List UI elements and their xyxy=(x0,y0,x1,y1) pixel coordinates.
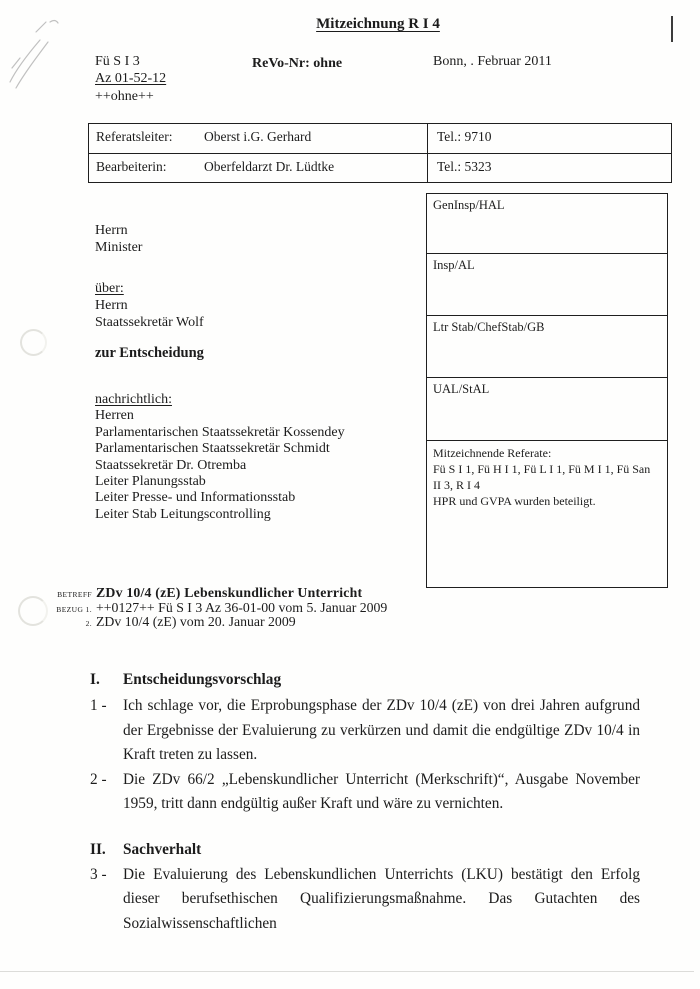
recipient-block xyxy=(95,222,204,362)
corner-mark xyxy=(671,16,673,42)
section-heading-2 xyxy=(90,838,640,862)
section-numeral: II. xyxy=(90,840,106,858)
paragraph-number: 1 - xyxy=(90,697,107,714)
paragraph-number: 2 - xyxy=(90,770,107,788)
cc-item: Parlamentarischen Staatssekretär Schmidt xyxy=(95,441,330,457)
header-place-date: Bonn, . Februar 2011 xyxy=(433,54,552,69)
purpose-line: zur Entscheidung xyxy=(95,345,204,361)
routing-cell-referate xyxy=(427,441,667,587)
cc-item: Staatssekretär Dr. Otremba xyxy=(95,457,247,473)
section-title: Sachverhalt xyxy=(123,840,202,858)
reference-text: ZDv 10/4 (zE) vom 20. Januar 2009 xyxy=(96,614,296,629)
table-row xyxy=(89,124,671,153)
section-title: Entscheidungsvorschlag xyxy=(123,671,282,688)
subject-text: ZDv 10/4 (zE) Lebenskundlicher Unterricht xyxy=(96,585,363,600)
betreff-label: BETREFF xyxy=(57,590,92,599)
contact-name: Oberfeldarzt Dr. Lüdtke xyxy=(204,159,335,174)
body-paragraph-3 xyxy=(90,863,640,937)
via-line: Herrn xyxy=(95,298,128,313)
pencil-mark xyxy=(6,10,66,95)
contact-tel: Tel.: 5323 xyxy=(437,159,492,174)
subject-block xyxy=(55,585,387,629)
document-body xyxy=(90,668,640,936)
spacer xyxy=(95,256,204,280)
cc-item: Leiter Presse- und Informationsstab xyxy=(95,490,296,506)
section-heading-1 xyxy=(90,668,640,692)
spacer xyxy=(95,331,204,345)
cc-item: Parlamentarischen Staatssekretär Kossendey xyxy=(95,424,345,440)
hole-punch-top xyxy=(20,329,47,356)
routing-cell-ltrstab: Ltr Stab/ChefStab/GB xyxy=(427,316,667,378)
via-line: Staatssekretär Wolf xyxy=(95,315,204,330)
routing-sign-off-box xyxy=(426,193,668,588)
recipient-line: Minister xyxy=(95,240,143,255)
reference-row xyxy=(55,614,387,629)
referate-list: Fü S I 1, Fü H I 1, Fü L I 1, Fü M I 1, Fü San II 3, R I 4 xyxy=(433,462,651,492)
paragraph-text: Die Evaluierung des Lebenskundlichen Unterrichts (LKU) bestätigt den Erfolg dieser berufsethischen Qualifizierungsmaßnahme. Das Gutachten des Sozialwissenschaftlichen xyxy=(123,865,640,932)
via-label: über: xyxy=(95,281,124,296)
body-paragraph-1 xyxy=(90,694,640,768)
paragraph-number: 3 - xyxy=(90,865,107,883)
document-title: Mitzeichnung R I 4 xyxy=(316,16,440,32)
body-paragraph-2 xyxy=(90,768,640,817)
recipient-line: Herrn xyxy=(95,223,128,238)
header-unit: Fü S I 3 xyxy=(95,54,140,69)
scan-edge-line xyxy=(0,971,694,972)
routing-cell-ual: UAL/StAL xyxy=(427,378,667,441)
bezug1-label: BEZUG 1. xyxy=(56,604,92,614)
header-classification: ++ohne++ xyxy=(95,89,154,104)
cc-label: nachrichtlich: xyxy=(95,392,172,407)
contact-name: Oberst i.G. Gerhard xyxy=(204,129,312,144)
contacts-table xyxy=(88,123,672,183)
header-revo-number: ReVo-Nr: ohne xyxy=(252,56,343,71)
paragraph-text: Ich schlage vor, die Erprobungsphase der ZDv 10/4 (zE) von drei Jahren aufgrund der Ergebnisse der Evaluierung zu verkürzen und damit die endgültige ZDv 10/4 in Kraft treten zu lassen. xyxy=(123,697,640,763)
contact-role: Bearbeiterin: xyxy=(96,159,167,174)
cc-item: Herren xyxy=(95,408,134,424)
table-row xyxy=(89,153,671,182)
contact-role: Referatsleiter: xyxy=(96,129,173,144)
cc-item: Leiter Planungsstab xyxy=(95,474,206,490)
contact-tel: Tel.: 9710 xyxy=(437,129,492,144)
cc-block xyxy=(95,392,345,523)
subject-row xyxy=(55,585,387,600)
paragraph-text: Die ZDv 66/2 „Lebenskundlicher Unterricht (Merkschrift)“, Ausgabe November 1959, tritt dann endgültig außer Kraft und wäre zu vernichten. xyxy=(123,770,640,812)
cc-item: Leiter Stab Leitungscontrolling xyxy=(95,506,271,522)
header-file-number: Az 01-52-12 xyxy=(95,71,167,86)
reference-text: ++0127++ Fü S I 3 Az 36-01-00 vom 5. Januar 2009 xyxy=(96,599,388,615)
reference-row xyxy=(55,600,387,615)
section-numeral: I. xyxy=(90,671,100,688)
referate-note: HPR und GVPA wurden beteiligt. xyxy=(433,494,596,508)
bezug2-label: 2. xyxy=(85,619,92,628)
routing-cell-geninsp: GenInsp/HAL xyxy=(427,194,667,254)
hole-punch-bottom xyxy=(18,596,48,626)
routing-cell-insp: Insp/AL xyxy=(427,254,667,316)
referate-title: Mitzeichnende Referate: xyxy=(433,446,552,460)
